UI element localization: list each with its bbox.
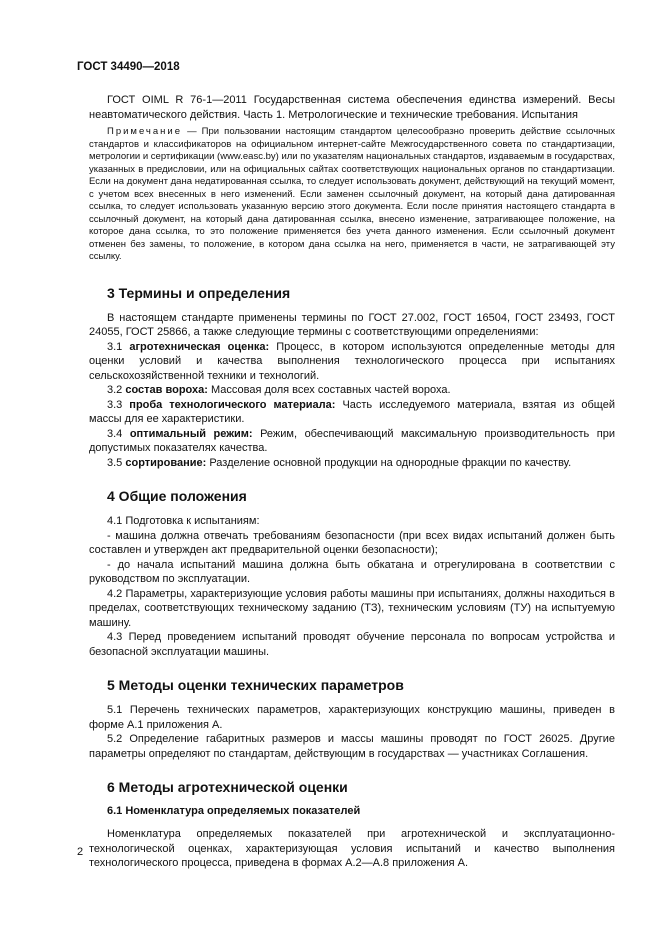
section-5-p2: 5.2 Определение габаритных размеров и массы машины проводят по ГОСТ 26025. Другие параметры определяют по стандартам, действующим в государствах — участниках Соглашения. [89,733,615,760]
term-3-5: 3.5 сортирование: Разделение основной продукции на однородные фракции по качеству. [107,456,572,469]
section-5-p1: 5.1 Перечень технических параметров, характеризующих конструкцию машины, приведен в форме А.1 приложения А. [89,704,615,731]
term-3-3: 3.3 проба технологического материала: Часть исследуемого материала, взятая из общей массы для ее характеристики. [89,398,615,425]
section-4-p5: 4.3 Перед проведением испытаний проводят обучение персонала по вопросам устройства и безопасной эксплуатации машины. [89,631,615,658]
term-3-2: 3.2 состав вороха: Массовая доля всех составных частей вороха. [107,384,451,396]
section-3-title: 3 Термины и определения [107,284,291,301]
section-6-p1: Номенклатура определяемых показателей при агротехнической и эксплуатационно-технологической оценках, характеризующая условия испытаний и качество выполнения технологического процесса, приведена в формах А.2—А.8 приложения А. [89,828,615,869]
term-3-4: 3.4 оптимальный режим: Режим, обеспечивающий максимальную производительность при допустимых показателях качества. [89,427,615,454]
section-6-1-title: 6.1 Номенклатура определяемых показателей [107,805,361,817]
note-text: — При пользовании настоящим стандартом целесообразно проверить действие ссылочных стандартов и классификаторов на официальном интернет-сайте Межгосударственного совета по стандартизации, метрологии и сертификации (www.easc.by) или по указателям национальных стандартов, издаваемым в государствах, указанных в предисловии, или на официальных сайтах соответствующих национальных органов по стандартизации. Если на документ дана недатированная ссылка, то следует использовать документ, действующий на текущий момент, с учетом всех внесенных в него изменений. Если заменен ссылочный документ, на который дана датированная ссылка, то следует использовать указанную версию этого документа. Если после принятия настоящего стандарта в ссылочный документ, на который дана датированная ссылка, внесено изменение, затрагивающее положение, на которое дана ссылка, то это положение применяется без учета данного изменения. Если ссылочный документ отменен без замены, то положение, в котором дана ссылка на него, применяется в части, не затрагивающей эту ссылку. [89,126,615,262]
section-6-title: 6 Методы агротехнической оценки [107,779,348,795]
term-3-1: 3.1 агротехническая оценка: Процесс, в котором используются определенные методы для оценки условий и качества выполнения технологического процесса при испытаниях сельскохозяйственной техники и технологий. [89,340,615,382]
section-3-intro: В настоящем стандарте применены термины по ГОСТ 27.002, ГОСТ 16504, ГОСТ 23493, ГОСТ 24055, ГОСТ 25866, а также следующие термины с соответствующими определениями: [89,311,615,338]
section-4-p2: - машина должна отвечать требованиям безопасности (при всех видах испытаний должен быть составлен и утвержден акт предварительной оценки безопасности); [89,529,615,556]
section-4-p1: 4.1 Подготовка к испытаниям: [107,515,260,527]
note-label: Примечание [107,126,182,137]
section-5-title: 5 Методы оценки технических параметров [107,677,404,693]
reference-text: ГОСТ OIML R 76-1—2011 Государственная система обеспечения единства измерений. Весы неавтоматического действия. Часть 1. Метрологические и технические требования. Испытания [89,94,615,121]
document-header: ГОСТ 34490—2018 [77,61,180,73]
section-4-p4: 4.2 Параметры, характеризующие условия работы машины при испытаниях, должны находиться в пределах, соответствующих техническому заданию (ТЗ), техническим условиям (ТУ) на испытуемую машину. [89,587,615,629]
page-number: 2 [77,846,84,858]
note [89,126,615,264]
section-4-title: 4 Общие положения [107,488,247,504]
document-body [89,93,615,871]
section-4-p3: - до начала испытаний машина должна быть обкатана и отрегулирована в соответствии с руководством по эксплуатации. [89,558,615,585]
